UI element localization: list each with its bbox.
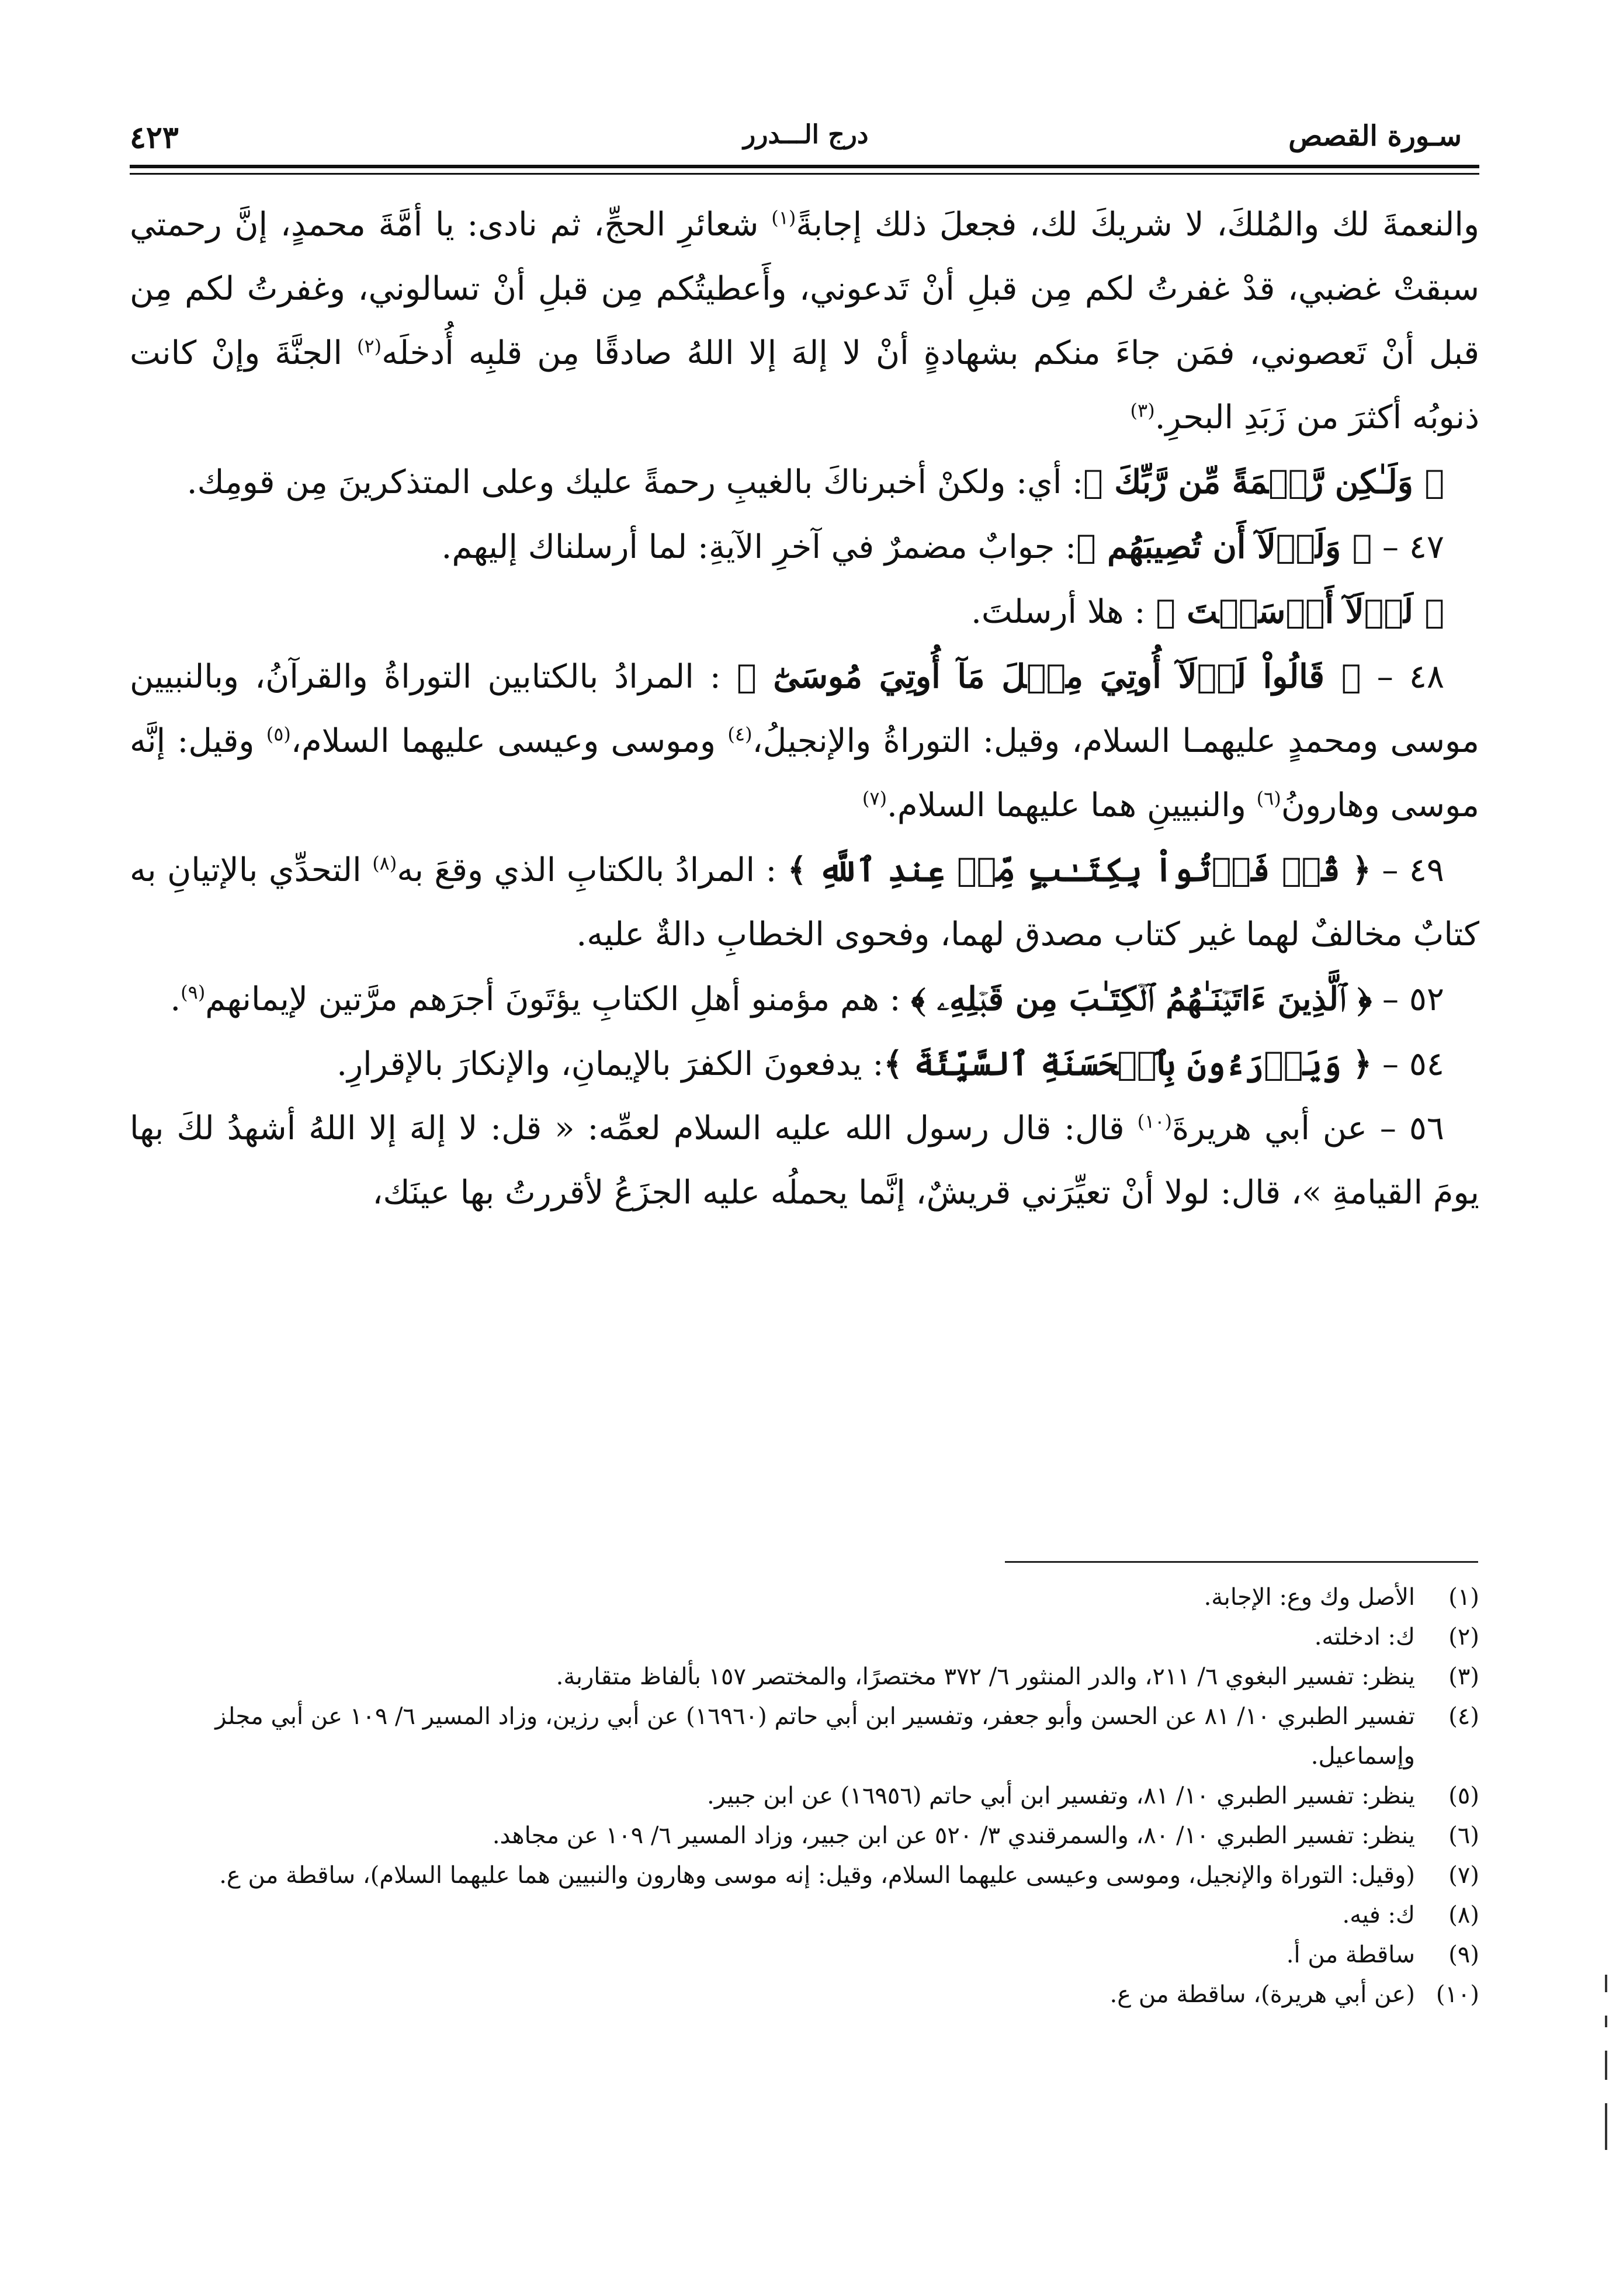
quran-verse: ﴿ وَلَـٰكِن رَّحۡمَةً مِّن رَّبِّكَ ﴾ [1083,463,1444,501]
body-text: : جوابٌ مضمرٌ في آخرِ الآيةِ: لما أرسلناك إليهم. [441,528,1077,566]
footnote [130,1975,1479,2014]
quran-verse: ﴿ ٱلَّذِينَ ءَاتَيۡنَـٰهُمُ ٱلۡكِتَـٰبَ مِن قَبۡلِهِۦ ﴾ [911,980,1372,1018]
body-paragraph [130,967,1479,1032]
footnote-number: (١) [1448,1584,1479,1611]
footnote-text: ينظر: تفسير الطبري ١٠/ ٨١، وتفسير ابن أبي حاتم (١٦٩٥٦) عن ابن جبير. [707,1782,1415,1809]
page-number: ٤٢٣ [130,120,179,155]
footnote-text: ك: ادخلته. [1314,1624,1415,1650]
footnote [130,1776,1479,1816]
footnote-number: (٥) [1448,1782,1479,1809]
body-text: : المرادُ بالكتابِ الذي وقعَ به [397,851,788,889]
footnotes [130,1577,1479,2014]
body-text: قال: قال رسول الله عليه السلام لعمِّه: « قل: لا إلهَ إلا اللهُ أشهدُ لكَ بها يومَ القيامةِ »، قال: لولا أنْ تعيِّرَني قريشٌ، إنَّما يحملُه عليه الجزَعُ لأقررتُ بها عينَك، [130,1109,1479,1212]
body-text: ٥٤ – [1372,1045,1444,1083]
scan-edge-marks [1604,1975,1607,2232]
footnote-text: ك: فيه. [1342,1902,1415,1929]
body-paragraph [130,193,1479,450]
main-text [130,193,1479,1225]
body-text: ٥٢ – [1372,980,1444,1018]
quran-verse: ﴿ قُلۡ فَأۡتُواْ بِكِتَـٰبٍ مِّنۡ عِندِ ٱللَّهِ ﴾ [787,851,1371,889]
quran-verse: ﴿ وَلَوۡلَآ أَن تُصِيبَهُم ﴾ [1076,528,1372,566]
footnote [130,1617,1479,1657]
body-paragraph [130,450,1479,515]
footnote-text: الأصل وك وع: الإجابة. [1204,1584,1415,1611]
footnote-ref: (٨) [372,852,397,875]
footnote-number: (٣) [1448,1663,1479,1690]
body-text: : المرادُ بالكتابين التوراةُ والقرآنُ، وبالنبيين موسى ومحمدٍ عليهمـا السلام، وقيل: التوراةُ والإنجيلُ، [130,658,1479,760]
footnote [130,1816,1479,1855]
footnote-number: (٢) [1448,1624,1479,1650]
footnote-ref: (٩) [181,981,206,1004]
footnote-ref: (٦) [1256,787,1281,810]
quran-verse: ﴿ لَوۡلَآ أَرۡسَلۡتَ ﴾ [1156,592,1444,631]
body-text: : أي: ولكنْ أخبرناكَ بالغيبِ رحمةً عليك وعلى المتذكرينَ مِن قومِك. [186,463,1084,501]
footnote-number: (٦) [1448,1822,1479,1849]
body-text: والنبيينِ هما عليهما السلام. [887,786,1257,824]
footnote-number: (١٠) [1435,1981,1479,2008]
quran-verse: ﴿ قَالُواْ لَوۡلَآ أُوتِيَ مِثۡلَ مَآ أُوتِيَ مُوسَىٰٓ ﴾ [736,657,1361,696]
footnote [130,1855,1479,1895]
body-text: ٤٧ – [1372,528,1444,566]
header-rule-thick [130,165,1479,168]
body-text: وقيل: إنَّه موسى وهارونُ [130,722,1479,824]
body-paragraph [130,644,1479,838]
footnote [130,1657,1479,1697]
footnote-ref: (٢) [356,335,382,358]
body-text: الجنَّةَ وإنْ كانت ذنوبُه أكثرَ من زَبَدِ البحرِ. [130,334,1479,436]
footnote-ref: (٤) [727,723,753,745]
footnote-text: ينظر: تفسير البغوي ٦/ ٢١١، والدر المنثور ٦/ ٣٧٢ مختصرًا، والمختصر ١٥٧ بألفاظ متقاربة. [556,1663,1415,1690]
footnote-ref: (١٠) [1137,1110,1172,1133]
body-paragraph [130,838,1479,967]
footnote-separator [1005,1561,1478,1563]
header-rule-thin [130,173,1479,175]
footnote-number: (٤) [1448,1703,1479,1730]
body-text: : هلا أرسلتَ. [971,593,1156,631]
footnote [130,1577,1479,1617]
body-text: : يدفعونَ الكفرَ بالإيمانِ، والإنكارَ بالإقرارِ. [337,1045,884,1083]
surah-title: سـورة القصص [1288,120,1462,152]
footnote-text: (عن أبي هريرة)، ساقطة من ع. [1109,1981,1415,2008]
body-paragraph [130,1097,1479,1225]
footnote-number: (٧) [1448,1862,1479,1889]
footnote [130,1935,1479,1975]
body-text: والنعمةَ لك والمُلكَ، لا شريكَ لك، فجعلَ ذلك إجابةً [796,206,1479,244]
body-paragraph [130,580,1479,644]
body-text: . [170,980,181,1018]
body-paragraph [130,1032,1479,1097]
footnote-ref: (٧) [862,787,887,810]
footnote-text: (وقيل: التوراة والإنجيل، وموسى وعيسى عليهما السلام، وقيل: إنه موسى وهارون والنبيين هما عليهما السلام)، ساقطة من ع. [219,1862,1415,1889]
body-text: ٤٩ – [1371,851,1444,889]
body-text: التحدِّي بالإتيانِ به كتابٌ مخالفٌ لهما غير كتاب مصدق لهما، وفحوى الخطابِ دالةٌ عليه. [130,851,1479,953]
footnote [130,1697,1479,1776]
quran-verse: ﴿ وَيَدۡرَءُونَ بِٱلۡحَسَنَةِ ٱلسَّيِّئَةَ ﴾ [883,1045,1372,1083]
footnote-text: تفسير الطبري ١٠/ ٨١ عن الحسن وأبو جعفر، وتفسير ابن أبي حاتم (١٦٩٦٠) عن أبي رزين، وزاد المسير ٦/ ١٠٩ عن أبي مجلز وإسماعيل. [215,1703,1415,1770]
body-text: ٥٦ – عن أبي هريرةَ [1171,1109,1444,1147]
body-text: ٤٨ – [1361,658,1445,696]
page-header [130,114,1479,161]
body-text: شعائرِ الحجِّ، ثم نادى: يا أمَّةَ محمدٍ، إنَّ رحمتي سبقتْ غضبي، قدْ غفرتُ لكم مِن قبلِ أنْ تَدعوني، وأَعطيتُكم مِن قبلِ أنْ تسالوني، وغفرتُ لكم مِن قبل أنْ تَعصوني، فمَن جاءَ منكم بشهادةٍ أنْ لا إلهَ إلا اللهُ صادقًا مِن قلبِه أُدخلَه [130,206,1479,372]
body-text: وموسى وعيسى عليهما السلام، [290,722,728,760]
book-title: درج الـــدرر [743,120,869,150]
footnote-text: ينظر: تفسير الطبري ١٠/ ٨٠، والسمرقندي ٣/ ٥٢٠ عن ابن جبير، وزاد المسير ٦/ ١٠٩ عن مجاهد. [492,1822,1415,1849]
footnote-number: (٩) [1448,1941,1479,1968]
footnote-ref: (٣) [1130,399,1155,422]
footnote-number: (٨) [1448,1902,1479,1929]
footnote [130,1895,1479,1935]
footnote-ref: (٥) [266,723,291,745]
footnote-ref: (١) [771,206,796,229]
footnote-text: ساقطة من أ. [1286,1941,1415,1968]
body-text: : هم مؤمنو أهلِ الكتابِ يؤتَونَ أجرَهم مرَّتين لإيمانهم [205,980,911,1018]
body-paragraph [130,515,1479,580]
